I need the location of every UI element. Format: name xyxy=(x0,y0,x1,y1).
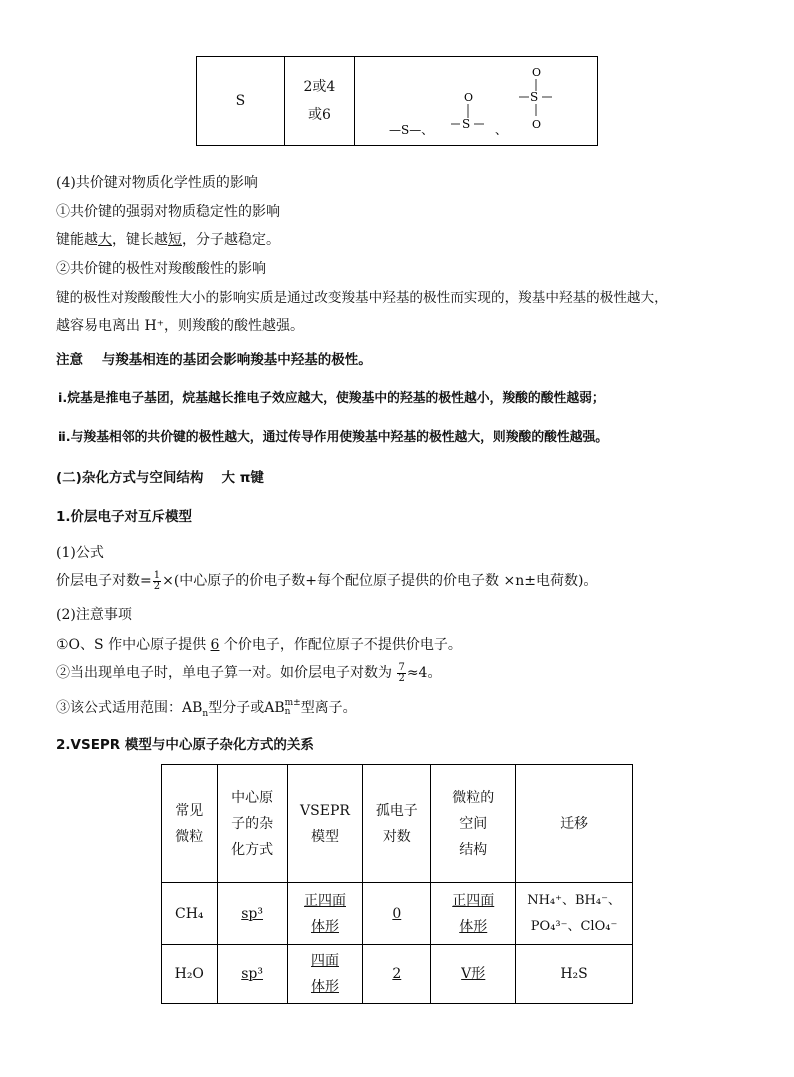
note-item1: ⅰ.烷基是推电子基团，烷基越长推电子效应越大，使羧基中的羟基的极性越小，羧酸的酸性越弱； xyxy=(58,391,605,406)
cell-particle: CH₄ xyxy=(162,883,218,945)
cell-model: 正四面 体形 xyxy=(287,883,363,945)
blank-short: 短 xyxy=(168,232,182,248)
cell-lone: 0 xyxy=(363,883,431,945)
section4-sub2-title: ②共价键的极性对羧酸酸性的影响 xyxy=(56,261,266,277)
s-chain-structure: —S—、 xyxy=(389,123,434,137)
cell-lone: 2 xyxy=(363,945,431,1004)
header-model: VSEPR 模型 xyxy=(287,765,363,883)
note-item2: ⅱ.与羧基相邻的共价键的极性越大，通过传导作用使羧基中羟基的极性越大，则羧酸的酸性越强。 xyxy=(58,430,609,445)
section4-sub1-title: ①共价键的强弱对物质稳定性的影响 xyxy=(56,204,280,220)
svg-text:O: O xyxy=(464,91,474,104)
vsepr-title: 1.价层电子对互斥模型 xyxy=(56,509,193,525)
header-hybrid: 中心原 子的杂 化方式 xyxy=(217,765,287,883)
svg-text:、: 、 xyxy=(495,123,508,137)
cell-particle: H₂O xyxy=(162,945,218,1004)
blank-big: 大 xyxy=(98,232,112,248)
formula-line: 价层电子对数= $\frac{1}{2}$ ×(中心原子的价电子数+每个配位原子提供的价电子数 ×n±电荷数)。 xyxy=(56,569,598,592)
note-label: 注意 xyxy=(56,352,83,368)
cell-hybrid: sp³ xyxy=(217,883,287,945)
fraction-half: $\frac{1}{2}$ xyxy=(153,569,161,592)
svg-text:O: O xyxy=(532,118,542,131)
cell-model: 四面 体形 xyxy=(287,945,363,1004)
note-line xyxy=(56,348,372,368)
section-two-title: (二)杂化方式与空间结构 大 π键 xyxy=(56,470,264,486)
bond-structure-cell xyxy=(355,57,598,146)
note3-line: ③该公式适用范围：$AB_n$型分子或AB m± n 型离子。 xyxy=(56,698,357,719)
note2-line: ②当出现单电子时，单电子算一对。如价层电子对数为 $\frac{7}{2}$ ≈4。 xyxy=(56,661,442,684)
section4-sub2-body-line1: 键的极性对羧酸酸性大小的影响实质是通过改变羧基中羟基的极性而实现的，羧基中羟基的极性越大， xyxy=(56,290,668,306)
section4-sub2-body-line2: 越容易电离出 H⁺，则羧酸的酸性越强。 xyxy=(56,318,305,334)
notes-title: (2)注意事项 xyxy=(56,607,132,623)
note-text: 与羧基相连的基团会影响羧基中羟基的极性。 xyxy=(101,352,372,368)
header-shape: 微粒的 空间 结构 xyxy=(431,765,516,883)
svg-text:O: O xyxy=(532,66,542,79)
fraction-seven-halves: $\frac{7}{2}$ xyxy=(398,661,405,684)
valence-line1: 2或4 xyxy=(303,79,336,95)
blank-six: 6 xyxy=(210,637,220,653)
vsepr-table xyxy=(161,764,633,1004)
element-cell: S xyxy=(197,57,285,146)
formula-title: (1)公式 xyxy=(56,545,104,561)
valence-cell xyxy=(284,57,354,146)
note1-line: ①O、S 作中心原子提供 6 个价电子，作配位原子不提供价电子。 xyxy=(56,637,462,653)
header-transfer: 迁移 xyxy=(516,765,633,883)
header-particle: 常见 微粒 xyxy=(162,765,218,883)
section4-sub1-body: 键能越大，键长越短，分子越稳定。 xyxy=(56,232,280,248)
sulfur-structure-drawing xyxy=(355,58,595,144)
cell-shape: V形 xyxy=(431,945,516,1004)
cell-transfer: H₂S xyxy=(516,945,633,1004)
svg-text:S: S xyxy=(462,117,471,131)
cell-shape: 正四面 体形 xyxy=(431,883,516,945)
section4-title: (4)共价键对物质化学性质的影响 xyxy=(56,175,258,191)
sulfur-structures xyxy=(355,58,595,144)
valence-line2: 或6 xyxy=(307,107,331,123)
header-lone-pairs: 孤电子 对数 xyxy=(363,765,431,883)
cell-transfer: NH₄⁺、BH₄⁻、 PO₄³⁻、ClO₄⁻ xyxy=(516,883,633,945)
cell-hybrid: sp³ xyxy=(217,945,287,1004)
relation-title: 2.VSEPR 模型与中心原子杂化方式的关系 xyxy=(56,737,314,753)
table-row xyxy=(162,945,633,1004)
bond-table xyxy=(196,56,598,146)
svg-text:S: S xyxy=(530,90,539,104)
table-row xyxy=(162,883,633,945)
